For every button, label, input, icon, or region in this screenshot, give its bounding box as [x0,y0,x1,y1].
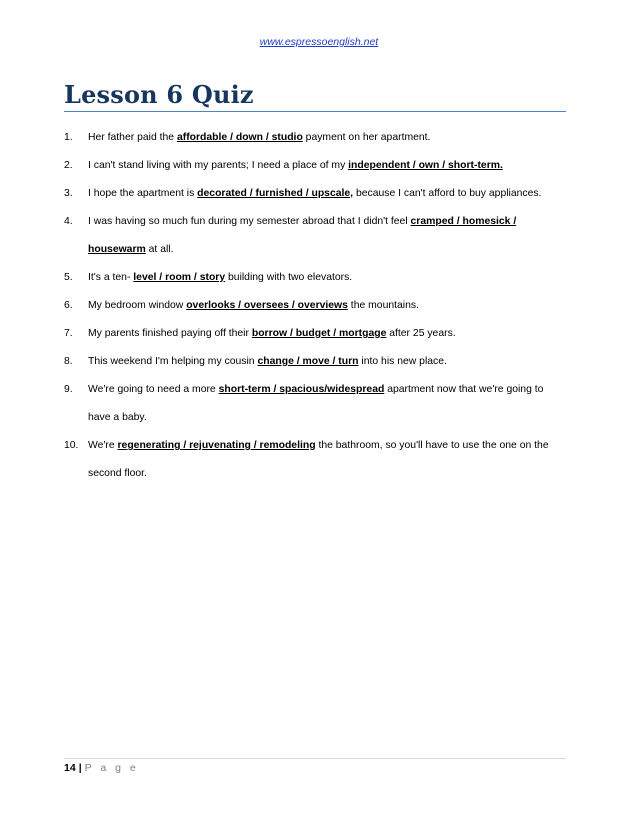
question-text: We're [88,440,118,451]
quiz-item-1 [64,124,568,152]
quiz-item-3 [64,180,568,208]
question-text: I hope the apartment is [88,188,198,199]
question-number: 8. [64,356,73,367]
question-text-after: payment on her apartment. [302,132,431,143]
question-text: My bedroom window [88,300,187,311]
question-text: This weekend I'm helping my cousin [88,356,258,367]
quiz-item-5 [64,264,568,292]
page-footer [64,762,139,774]
page-title: Lesson 6 Quiz [64,80,254,109]
question-number: 2. [64,160,73,171]
question-text-after: because I can't afford to buy appliances. [353,188,542,199]
question-number: 9. [64,384,73,395]
question-text: I can't stand living with my parents; I need a place of my [88,160,349,171]
question-text-after: the mountains. [347,300,419,311]
continuation-text-after: at all. [145,244,174,255]
question-text: My parents finished paying off their [88,328,252,339]
quiz-item-7 [64,320,568,348]
question-text: I was having so much fun during my semester abroad that I didn't feel [88,216,411,227]
answer-options: affordable / down / studio [176,132,303,143]
footer-divider [64,758,566,759]
question-text-after: apartment now that we're going to [384,384,544,395]
answer-options: decorated / furnished / upscale, [197,188,354,199]
quiz-item-8 [64,348,568,376]
answer-options: cramped / homesick / [410,216,517,227]
question-number: 4. [64,216,73,227]
question-text-after: after 25 years. [386,328,456,339]
title-divider [64,111,566,112]
answer-options: regenerating / rejuvenating / remodeling [117,440,316,451]
answer-options: change / move / turn [257,356,359,367]
question-text-after: into his new place. [358,356,447,367]
quiz-item-6 [64,292,568,320]
continuation-text: second floor. [88,468,147,479]
quiz-item-9 [64,376,568,432]
continuation-text: have a baby. [88,412,147,423]
quiz-item-4 [64,208,568,264]
question-number: 1. [64,132,73,143]
answer-options: level / room / story [133,272,226,283]
question-number: 5. [64,272,73,283]
header-url-link[interactable]: www.espressoenglish.net [259,36,379,48]
question-number: 6. [64,300,73,311]
footer-separator: | [78,762,82,774]
page-number: 14 [64,762,76,774]
answer-options: overlooks / oversees / overviews [186,300,348,311]
answer-options: independent / own / short-term. [348,160,503,171]
answer-options: borrow / budget / mortgage [251,328,387,339]
question-text: We're going to need a more [88,384,219,395]
question-text-after: building with two elevators. [225,272,353,283]
question-number: 7. [64,328,73,339]
quiz-item-2 [64,152,568,180]
quiz-list [64,124,568,488]
question-number: 3. [64,188,73,199]
question-text: It's a ten- [88,272,134,283]
page-word: P a g e [84,762,139,774]
question-text-after: the bathroom, so you'll have to use the one on the [315,440,549,451]
answer-options: short-term / spacious/widespread [218,384,385,395]
question-number: 10. [64,440,79,451]
quiz-item-10 [64,432,568,488]
question-text: Her father paid the [88,132,177,143]
answer-options-continued: housewarm [88,244,146,255]
